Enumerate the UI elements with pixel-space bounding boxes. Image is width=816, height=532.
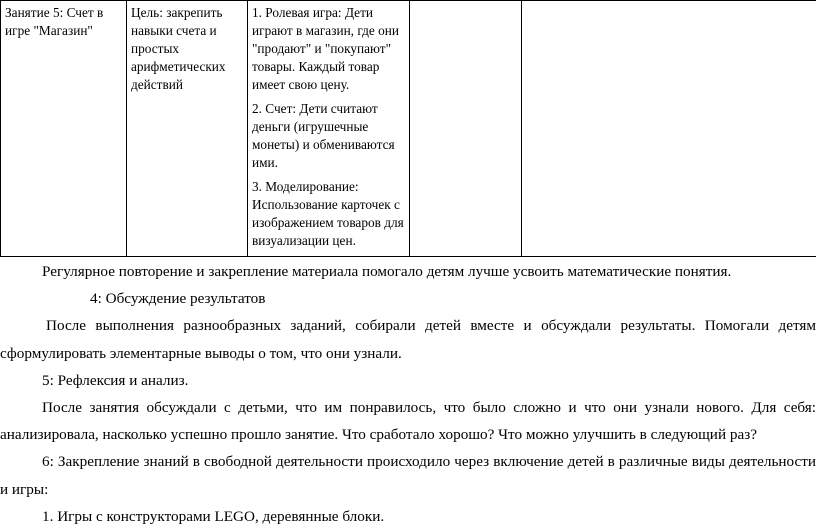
paragraph-reflection: После занятия обсуждали с детьми, что им понравилось, что было сложно и что они узнали нового. Для себя: анализировала, насколько успешно прошло занятие. Что сработало хорошо? Что можно улучшить в следующий раз?: [0, 399, 816, 444]
lesson-goal: Цель: закрепить навыки счета и простых арифметических действий: [131, 5, 226, 92]
lesson-table: [0, 0, 816, 257]
empty-cell: [522, 1, 816, 257]
paragraph-repetition: Регулярное повторение и закрепление материала помогало детям лучше усвоить математические понятия.: [42, 263, 732, 280]
heading-reflection: 5: Рефлексия и анализ.: [42, 371, 189, 389]
step-counting: 2. Счет: Дети считают деньги (игрушечные монеты) и обмениваются ими.: [252, 101, 395, 170]
paragraph-consolidation: 6: Закрепление знаний в свободной деятельности происходило через включение детей в различные виды деятельности и игры:: [0, 453, 816, 498]
steps-cell: [248, 1, 410, 257]
heading-discussion: 4: Обсуждение результатов: [90, 290, 266, 308]
empty-cell: [410, 1, 522, 257]
paragraph-discussion: После выполнения разнообразных заданий, собирали детей вместе и обсуждали результаты. Помогали детям сформулировать элементарные выводы о том, что они узнали.: [0, 317, 816, 362]
lesson-title: Занятие 5: Счет в игре "Магазин": [5, 5, 104, 38]
step-role-play: 1. Ролевая игра: Дети играют в магазин, где они "продают" и "покупают" товары. Каждый товар имеет свою цену.: [252, 5, 399, 92]
lesson-title-cell: [1, 1, 127, 257]
table-row: [1, 1, 816, 257]
document-body: [0, 258, 816, 530]
step-modeling: 3. Моделирование: Использование карточек с изображением товаров для визуализации цен.: [252, 179, 404, 248]
goal-cell: [127, 1, 248, 257]
list-item: 1. Игры с конструкторами LEGO, деревянные блоки.: [42, 507, 385, 525]
